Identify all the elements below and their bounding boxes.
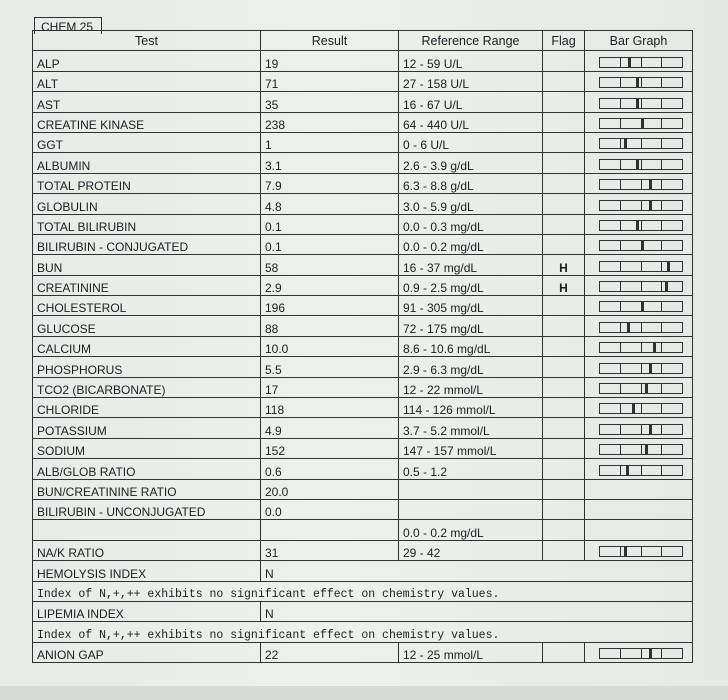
reference-range: 27 - 158 U/L <box>399 71 543 91</box>
table-row <box>33 418 693 438</box>
test-name: GLUCOSE <box>33 316 261 336</box>
table-row <box>33 398 693 418</box>
table-row <box>33 173 693 193</box>
bar-graph-marker <box>649 424 652 435</box>
table-row <box>33 357 693 377</box>
bar-graph-marker <box>641 301 644 312</box>
result-value: 4.8 <box>261 194 399 214</box>
bar-graph-cell <box>585 112 693 132</box>
result-value: 58 <box>261 255 399 275</box>
bar-graph <box>599 403 683 414</box>
header-reference-range: Reference Range <box>399 31 543 51</box>
bar-graph-marker <box>632 403 635 414</box>
flag-value <box>543 51 585 71</box>
bar-graph <box>599 363 683 374</box>
test-name: CHLORIDE <box>33 398 261 418</box>
flag-value <box>543 499 585 519</box>
test-name: NA/K RATIO <box>33 540 261 560</box>
header-test: Test <box>33 31 261 51</box>
table-row <box>33 153 693 173</box>
table-row <box>33 194 693 214</box>
test-name: ALT <box>33 71 261 91</box>
bar-graph <box>599 159 683 170</box>
result-value: 35 <box>261 92 399 112</box>
bar-graph-marker <box>636 159 639 170</box>
result-value: 2.9 <box>261 275 399 295</box>
result-value: 20.0 <box>261 479 399 499</box>
test-name: SODIUM <box>33 438 261 458</box>
bar-graph <box>599 220 683 231</box>
test-name: BUN/CREATININE RATIO <box>33 479 261 499</box>
bar-graph-marker <box>624 138 627 149</box>
flag-value <box>543 234 585 254</box>
table-row <box>33 499 693 519</box>
bar-graph-cell <box>585 71 693 91</box>
test-name: GGT <box>33 132 261 152</box>
result-value: 71 <box>261 71 399 91</box>
bar-graph-cell <box>585 336 693 356</box>
bar-graph <box>599 301 683 312</box>
reference-range: 0.5 - 1.2 <box>399 459 543 479</box>
table-row <box>33 459 693 479</box>
test-name: ALB/GLOB RATIO <box>33 459 261 479</box>
test-name: TCO2 (BICARBONATE) <box>33 377 261 397</box>
flag-value <box>543 520 585 540</box>
flag-value <box>543 316 585 336</box>
flag-value <box>543 438 585 458</box>
flag-value <box>543 336 585 356</box>
bar-graph <box>599 138 683 149</box>
table-row <box>33 377 693 397</box>
table-row <box>33 51 693 71</box>
anion-gap-bar-graph <box>599 648 683 659</box>
hemolysis-note: Index of N,+,++ exhibits no significant effect on chemistry values. <box>33 581 693 601</box>
page-bottom-edge <box>0 686 728 700</box>
test-name: BILIRUBIN - CONJUGATED <box>33 234 261 254</box>
reference-range: 3.0 - 5.9 g/dL <box>399 194 543 214</box>
anion-gap-bar-cell <box>585 642 693 662</box>
result-value: 118 <box>261 398 399 418</box>
result-value: 31 <box>261 540 399 560</box>
hemolysis-index-value: N <box>261 561 693 581</box>
bar-graph-cell <box>585 438 693 458</box>
flag-value <box>543 479 585 499</box>
flag-value <box>543 92 585 112</box>
reference-range: 0 - 6 U/L <box>399 132 543 152</box>
bar-graph-marker <box>653 342 656 353</box>
bar-graph <box>599 383 683 394</box>
table-row <box>33 479 693 499</box>
bar-graph <box>599 57 683 68</box>
reference-range: 2.9 - 6.3 mg/dL <box>399 357 543 377</box>
test-name: CHOLESTEROL <box>33 296 261 316</box>
bar-graph-marker <box>645 444 648 455</box>
bar-graph-marker <box>641 240 644 251</box>
bar-graph-cell <box>585 499 693 519</box>
flag-value: H <box>543 275 585 295</box>
table-row <box>33 438 693 458</box>
reference-range: 0.0 - 0.2 mg/dL <box>399 520 543 540</box>
reference-range: 64 - 440 U/L <box>399 112 543 132</box>
result-value <box>261 520 399 540</box>
header-flag: Flag <box>543 31 585 51</box>
reference-range: 0.9 - 2.5 mg/dL <box>399 275 543 295</box>
flag-value <box>543 418 585 438</box>
bar-graph <box>599 261 683 272</box>
bar-graph-marker <box>645 383 648 394</box>
reference-range: 16 - 37 mg/dL <box>399 255 543 275</box>
bar-graph-cell <box>585 296 693 316</box>
bar-graph-cell <box>585 275 693 295</box>
result-value: 0.6 <box>261 459 399 479</box>
table-header-row <box>33 31 693 51</box>
result-value: 196 <box>261 296 399 316</box>
flag-value <box>543 153 585 173</box>
bar-graph-marker <box>641 118 644 129</box>
flag-value <box>543 71 585 91</box>
bar-graph-marker <box>628 57 631 68</box>
result-value: 0.1 <box>261 214 399 234</box>
flag-value <box>543 214 585 234</box>
bar-graph <box>599 342 683 353</box>
result-value: 88 <box>261 316 399 336</box>
bar-graph-cell <box>585 377 693 397</box>
flag-value <box>543 377 585 397</box>
table-row <box>33 540 693 560</box>
hemolysis-note-row <box>33 581 693 601</box>
flag-value <box>543 296 585 316</box>
flag-value <box>543 112 585 132</box>
test-name: CALCIUM <box>33 336 261 356</box>
bar-graph <box>599 179 683 190</box>
reference-range: 29 - 42 <box>399 540 543 560</box>
test-name: TOTAL BILIRUBIN <box>33 214 261 234</box>
bar-graph-cell <box>585 153 693 173</box>
result-value: 7.9 <box>261 173 399 193</box>
table-row <box>33 316 693 336</box>
bar-graph-marker <box>649 363 652 374</box>
bar-graph <box>599 322 683 333</box>
bar-graph <box>599 118 683 129</box>
bar-graph <box>599 77 683 88</box>
flag-value <box>543 540 585 560</box>
flag-value <box>543 459 585 479</box>
bar-graph-cell <box>585 132 693 152</box>
bar-graph <box>599 546 683 557</box>
chemistry-results-table <box>32 30 693 663</box>
flag-value <box>543 173 585 193</box>
flag-value <box>543 132 585 152</box>
reference-range: 147 - 157 mmol/L <box>399 438 543 458</box>
test-name: POTASSIUM <box>33 418 261 438</box>
reference-range: 2.6 - 3.9 g/dL <box>399 153 543 173</box>
table-row <box>33 296 693 316</box>
table-row <box>33 92 693 112</box>
table-row <box>33 132 693 152</box>
anion-gap-row <box>33 642 693 662</box>
table-row <box>33 336 693 356</box>
bar-graph-marker <box>665 281 668 292</box>
bar-graph-marker <box>627 322 630 333</box>
bar-graph-marker <box>624 546 627 557</box>
test-name: CREATININE <box>33 275 261 295</box>
result-value: 0.0 <box>261 499 399 519</box>
reference-range <box>399 499 543 519</box>
result-value: 0.1 <box>261 234 399 254</box>
results-body <box>33 51 693 561</box>
bar-graph-cell <box>585 398 693 418</box>
result-value: 10.0 <box>261 336 399 356</box>
reference-range: 16 - 67 U/L <box>399 92 543 112</box>
bar-graph-cell <box>585 255 693 275</box>
test-name: BUN <box>33 255 261 275</box>
bar-graph-marker <box>636 77 639 88</box>
bar-graph-marker <box>649 200 652 211</box>
anion-gap-flag <box>543 642 585 662</box>
bar-graph-cell <box>585 479 693 499</box>
bar-graph-marker <box>636 98 639 109</box>
header-result: Result <box>261 31 399 51</box>
reference-range: 12 - 59 U/L <box>399 51 543 71</box>
bar-graph <box>599 424 683 435</box>
bar-graph-cell <box>585 520 693 540</box>
result-value: 1 <box>261 132 399 152</box>
reference-range: 12 - 22 mmol/L <box>399 377 543 397</box>
bar-graph-cell <box>585 540 693 560</box>
bar-graph-cell <box>585 357 693 377</box>
bar-graph-cell <box>585 214 693 234</box>
anion-gap-bar-marker <box>649 648 652 659</box>
table-row <box>33 112 693 132</box>
test-name: ALP <box>33 51 261 71</box>
bar-graph-cell <box>585 194 693 214</box>
reference-range: 114 - 126 mmol/L <box>399 398 543 418</box>
test-name: GLOBULIN <box>33 194 261 214</box>
result-value: 3.1 <box>261 153 399 173</box>
anion-gap-result: 22 <box>261 642 399 662</box>
flag-value <box>543 357 585 377</box>
bar-graph-marker <box>649 179 652 190</box>
reference-range: 91 - 305 mg/dL <box>399 296 543 316</box>
bar-graph <box>599 240 683 251</box>
bar-graph-cell <box>585 418 693 438</box>
reference-range: 0.0 - 0.2 mg/dL <box>399 234 543 254</box>
test-name: BILIRUBIN - UNCONJUGATED <box>33 499 261 519</box>
flag-value <box>543 194 585 214</box>
header-bar-graph: Bar Graph <box>585 31 693 51</box>
result-value: 5.5 <box>261 357 399 377</box>
test-name: PHOSPHORUS <box>33 357 261 377</box>
result-value: 17 <box>261 377 399 397</box>
table-row <box>33 234 693 254</box>
bar-graph-cell <box>585 234 693 254</box>
table-row <box>33 275 693 295</box>
bar-graph-cell <box>585 51 693 71</box>
lipemia-note-row <box>33 622 693 642</box>
anion-gap-range: 12 - 25 mmol/L <box>399 642 543 662</box>
test-name <box>33 520 261 540</box>
hemolysis-index-label: HEMOLYSIS INDEX <box>33 561 261 581</box>
reference-range: 3.7 - 5.2 mmol/L <box>399 418 543 438</box>
bar-graph-marker <box>626 465 629 476</box>
result-value: 4.9 <box>261 418 399 438</box>
anion-gap-test: ANION GAP <box>33 642 261 662</box>
hemolysis-index-row <box>33 561 693 581</box>
test-name: CREATINE KINASE <box>33 112 261 132</box>
reference-range: 0.0 - 0.3 mg/dL <box>399 214 543 234</box>
result-value: 152 <box>261 438 399 458</box>
result-value: 238 <box>261 112 399 132</box>
table-row <box>33 520 693 540</box>
bar-graph <box>599 281 683 292</box>
test-name: ALBUMIN <box>33 153 261 173</box>
lipemia-index-label: LIPEMIA INDEX <box>33 601 261 621</box>
panel-title: CHEM 25 <box>34 17 102 34</box>
bar-graph-marker <box>667 261 670 272</box>
table-row <box>33 255 693 275</box>
bar-graph <box>599 465 683 476</box>
reference-range: 72 - 175 mg/dL <box>399 316 543 336</box>
bar-graph-cell <box>585 459 693 479</box>
test-name: TOTAL PROTEIN <box>33 173 261 193</box>
table-row <box>33 71 693 91</box>
bar-graph-marker <box>636 220 639 231</box>
reference-range: 6.3 - 8.8 g/dL <box>399 173 543 193</box>
bar-graph <box>599 200 683 211</box>
lipemia-index-row <box>33 601 693 621</box>
lipemia-note: Index of N,+,++ exhibits no significant effect on chemistry values. <box>33 622 693 642</box>
bar-graph <box>599 98 683 109</box>
table-row <box>33 214 693 234</box>
bar-graph-cell <box>585 92 693 112</box>
bar-graph <box>599 444 683 455</box>
lipemia-index-value: N <box>261 601 693 621</box>
flag-value <box>543 398 585 418</box>
bar-graph-cell <box>585 316 693 336</box>
reference-range: 8.6 - 10.6 mg/dL <box>399 336 543 356</box>
result-value: 19 <box>261 51 399 71</box>
test-name: AST <box>33 92 261 112</box>
flag-value: H <box>543 255 585 275</box>
bar-graph-cell <box>585 173 693 193</box>
reference-range <box>399 479 543 499</box>
